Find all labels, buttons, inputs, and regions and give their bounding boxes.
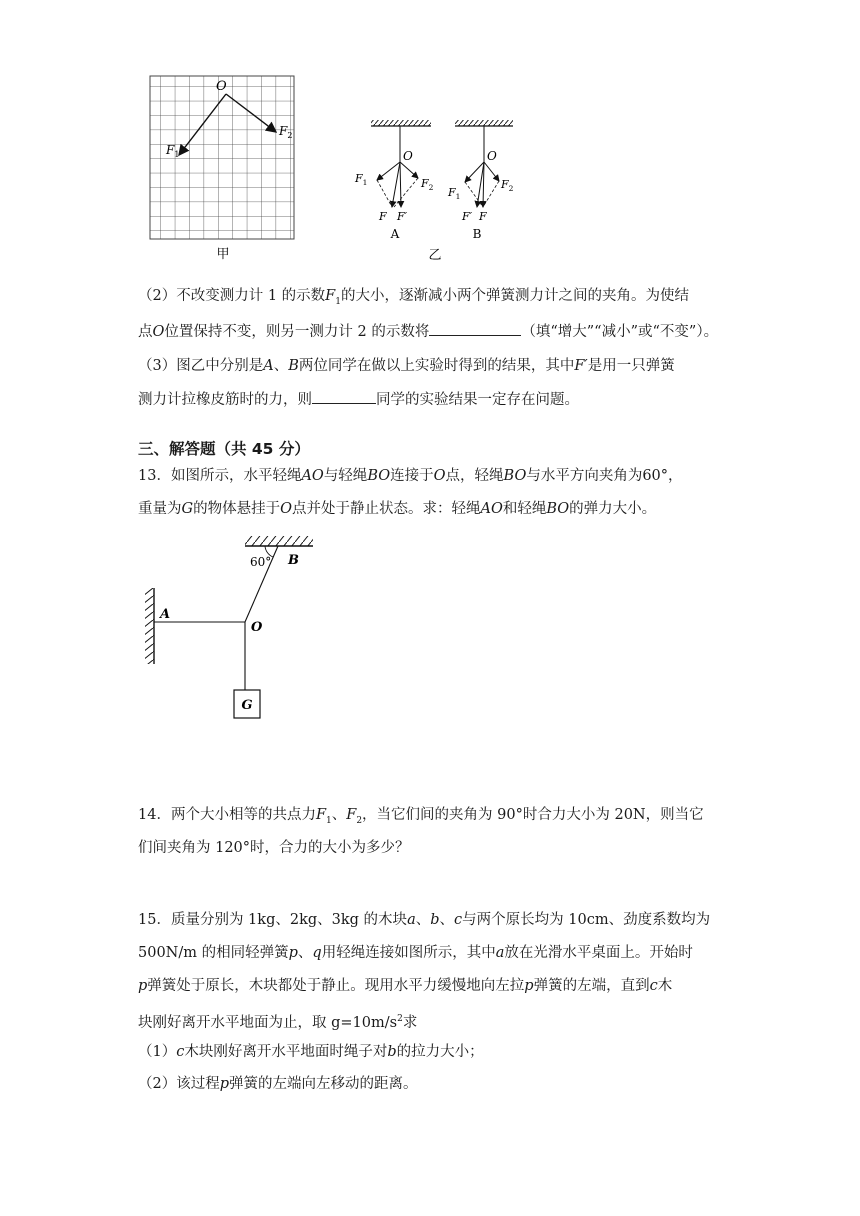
dashed-line [377,180,392,207]
ceiling-hatch [245,536,313,546]
label-f: F [479,210,487,223]
label-angle: 60° [250,555,272,569]
label-f-prime: F′ [397,210,408,223]
label-f1: $F_1$ [166,143,180,159]
ceiling-hatch [371,120,431,126]
vector-f2 [400,162,418,178]
q12-part2-line2: 点O位置保持不变，则另一测力计 2 的示数将 （填“增大”“减小”或“不变”）。 [138,321,738,342]
panel-b [447,120,514,241]
label-o: O [251,620,263,635]
figure-q13 [143,532,323,727]
dashed-line [483,181,499,207]
q15-line2: 500N/m 的相同轻弹簧p、q用轻绳连接如图所示，其中a放在光滑水平桌面上。开始时 [138,945,693,961]
q15-sub1: （1）c木块刚好离开水平地面时绳子对b的拉力大小； [138,1044,484,1060]
figure-yi [345,118,565,268]
panel-a [354,120,434,241]
q15-line1: 15．质量分别为 1kg、2kg、3kg 的木块a、b、c与两个原长均为 10cm、劲度系数均为 [138,912,711,928]
label-a: A [160,607,171,622]
label-f: F [379,210,387,223]
label-f1: $F_1$ [355,172,368,187]
label-f2: $F_2$ [421,177,434,192]
q15-line4: 块刚好离开水平地面为止，取 $g=10m/s^2$求 [138,1014,418,1031]
label-o: O [216,79,227,94]
vector-f [392,162,400,207]
dashed-line [394,178,418,207]
q13-line2: 重量为G的物体悬挂于O点并处于静止状态。求：轻绳AO和轻绳BO的弹力大小。 [138,501,657,517]
label-f1: $F_1$ [448,186,461,201]
section-heading: 三、解答题（共 45 分） [138,440,310,458]
vector-f1 [377,162,400,180]
q14-line2: 们间夹角为 120°时，合力的大小为多少？ [138,840,410,856]
q14-line1: 14．两个大小相等的共点力$F_1$、$F_2$，当它们间的夹角为 90°时合力大小为 20N，则当它 [138,807,704,826]
ceiling-hatch [455,120,513,126]
caption-b: B [472,227,482,241]
answer-blank[interactable] [312,389,376,404]
label-b: B [288,553,299,568]
label-o: O [403,149,413,163]
q12-part3-line1: （3）图乙中分别是A、B两位同学在做以上实验时得到的结果，其中F′是用一只弹簧 [138,358,675,374]
vector-f2 [484,162,499,181]
q15-sub2: （2）该过程p弹簧的左端向左移动的距离。 [138,1076,418,1092]
q12-part2-line1: （2）不改变测力计 1 的示数$F_1$的大小，逐渐减小两个弹簧测力计之间的夹角。为使结 [138,288,689,307]
vector-f-prime [400,162,401,207]
caption-yi: 乙 [428,248,442,263]
grid-background [150,76,294,239]
caption-a: A [390,227,400,241]
q12-part3-line2: 测力计拉橡皮筋时的力，则 同学的实验结果一定存在问题。 [138,389,738,410]
answer-blank[interactable] [429,321,521,336]
wall-hatch [145,588,154,664]
label-f2: $F_2$ [279,124,293,140]
q15-line3: p弹簧处于原长，木块都处于静止。现用水平力缓慢地向左拉p弹簧的左端，直到c木 [138,978,673,994]
figure-jia [146,72,306,272]
label-f2: $F_2$ [501,178,514,193]
label-o: O [487,149,497,163]
label-f-prime: F′ [462,210,473,223]
q13-line1: 13．如图所示，水平轻绳AO与轻绳BO连接于O点，轻绳BO与水平方向夹角为60°， [138,468,683,484]
caption-jia: 甲 [216,247,230,262]
label-g: G [241,698,253,713]
